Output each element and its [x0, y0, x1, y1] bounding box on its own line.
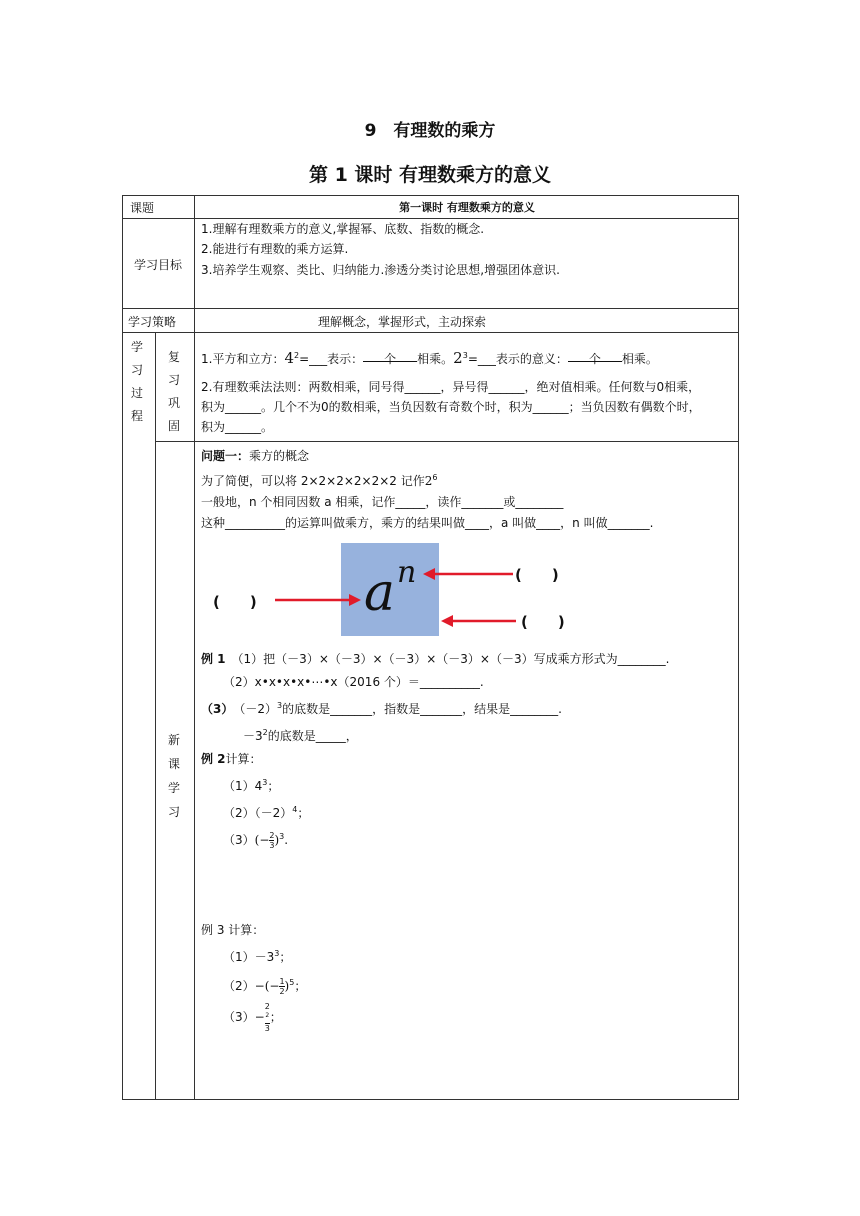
- lesson-text: 为了简便，可以将 2×2×2×2×2×2 记作: [201, 474, 425, 488]
- review-text: =___表示的意义：: [467, 352, 568, 366]
- newlesson-label: [164, 728, 184, 824]
- example-text: （1）4: [223, 779, 263, 793]
- fraction-denominator: 3: [264, 1023, 270, 1033]
- power-exponent: 4: [292, 805, 298, 814]
- review-line-3: 积为______。几个不为0的数相乘，当负因数有奇数个时，积为______；当负因数有偶数个时，: [201, 400, 701, 414]
- power-base: 2: [424, 474, 433, 488]
- math-text: −: [254, 1009, 265, 1024]
- strategy-label: 学习策略: [128, 315, 177, 329]
- blank-text: 个: [588, 352, 601, 366]
- power-exponent: 3: [279, 832, 285, 841]
- question-1-title: [201, 446, 733, 467]
- review-line-4: 积为______。: [201, 420, 274, 434]
- fraction-numerator: 2: [269, 831, 275, 840]
- example-3-item-2: [201, 971, 733, 998]
- example-text: －3: [243, 729, 263, 743]
- topic-label: 课题: [130, 201, 155, 215]
- power-exponent: 3: [277, 701, 283, 710]
- example-text: ；: [294, 979, 307, 993]
- chapter-title: 9 有理数的乘方: [364, 121, 496, 141]
- example-1-line-2: （2）x•x•x•x•⋯•x（2016 个）＝__________.: [223, 675, 484, 689]
- example-text: ；: [279, 950, 292, 964]
- process-label: [127, 336, 147, 428]
- power-diagram: [201, 543, 591, 639]
- goal-item: 1.理解有理数乘方的意义,掌握幂、底数、指数的概念.: [201, 222, 485, 236]
- review-label: [164, 346, 184, 438]
- diagram-exponent: n: [397, 555, 417, 590]
- power-exponent: 5: [289, 978, 295, 987]
- example-text: （2）: [223, 979, 255, 993]
- blank-paren-base: ( ): [213, 593, 257, 611]
- blank-count: [568, 349, 622, 366]
- math-text: ): [284, 979, 290, 993]
- example-text: （3）: [223, 833, 255, 847]
- goal-item: 3.培养学生观察、类比、归纳能力.渗透分类讨论思想,增强团体意识.: [201, 262, 560, 277]
- review-text: =___表示：: [299, 352, 364, 366]
- review-line-1: [201, 346, 733, 369]
- question-label: 问题一：: [201, 449, 250, 463]
- example-3-item-3: [201, 1002, 733, 1033]
- fraction-numerator-base: 2: [264, 1002, 270, 1011]
- blank-count: [363, 349, 417, 366]
- review-label-text: 复习巩固: [167, 350, 180, 433]
- blank-text: 个: [384, 352, 397, 366]
- review-text: 相乘。: [621, 352, 658, 366]
- process-label-text: 学习过程: [130, 340, 143, 423]
- example-label: 例 2: [201, 752, 226, 766]
- example-1-line-3: [201, 694, 733, 721]
- example-label: （3）: [201, 702, 228, 716]
- lesson-para-2: 一般地，n 个相同因数 a 相乘，记作_____，读作_______或________: [201, 495, 564, 509]
- example-text: （3）: [223, 1009, 255, 1024]
- example-1-line-4: [201, 721, 733, 748]
- lesson-para-3: 这种__________的运算叫做乘方，乘方的结果叫做____，a 叫做____，n 叫做_______.: [201, 516, 654, 530]
- question-text: 乘方的概念: [249, 449, 310, 463]
- example-text: ；: [297, 806, 310, 820]
- power-exponent: 3: [262, 778, 268, 787]
- review-line-2: 2.有理数乘法法则：两数相乘，同号得______，异号得______，绝对值相乘。任何数与0相乘，: [201, 380, 701, 394]
- review-text: 1.平方和立方：: [201, 352, 285, 366]
- example-text: （1）把（－3）×（－3）×（－3）×（－3）×（－3）写成乘方形式为________.: [237, 652, 670, 666]
- example-text: .: [284, 833, 289, 847]
- example-3: [201, 918, 733, 1033]
- example-text: （2）（－2）: [223, 806, 293, 820]
- power-exponent: 3: [274, 949, 280, 958]
- example-3-item-1: [201, 942, 733, 969]
- example-text: ；: [267, 779, 280, 793]
- math-text: ): [274, 833, 280, 847]
- example-text: （1）－3: [223, 950, 275, 964]
- lesson-title: 第 1 课时 有理数乘方的意义: [308, 164, 552, 186]
- power-exponent: 2: [265, 1012, 270, 1019]
- power-exponent: 6: [432, 473, 438, 482]
- example-2-item-1: [201, 771, 733, 798]
- review-content: [201, 346, 733, 437]
- strategy-value: 理解概念，掌握形式，主动探索: [318, 315, 487, 329]
- lesson-para-1: [201, 467, 733, 492]
- math-text: (−: [254, 833, 270, 847]
- example-text: 的底数是_____，: [267, 729, 358, 743]
- example-3-title: 例 3 计算：: [201, 923, 265, 937]
- example-text: 计算：: [225, 752, 262, 766]
- diagram-base: a: [364, 563, 396, 623]
- goals-list: [201, 219, 731, 280]
- arrowhead-power: [441, 615, 453, 627]
- newlesson-label-text: 新课学习: [167, 733, 180, 819]
- power-base: 4: [284, 349, 294, 367]
- power-base: 2: [453, 349, 463, 367]
- examples: [201, 648, 733, 852]
- example-2-item-2: [201, 798, 733, 825]
- power-exponent: 2: [262, 728, 268, 737]
- example-2-title: [201, 748, 733, 771]
- example-text: ；: [269, 1009, 282, 1024]
- blank-paren-exponent: ( ): [515, 566, 559, 584]
- power-exponent: 3: [462, 351, 468, 360]
- math-text: −(−: [254, 979, 280, 993]
- topic-value: 第一课时 有理数乘方的意义: [399, 201, 535, 214]
- lesson-intro: [201, 446, 733, 534]
- blank-paren-power: ( ): [521, 613, 565, 631]
- goals-label: 学习目标: [133, 258, 182, 272]
- fraction-denominator: 3: [269, 841, 275, 850]
- power-exponent: 2: [294, 351, 300, 360]
- fraction-numerator: 1: [279, 977, 285, 986]
- example-text: （－2）: [239, 702, 278, 716]
- example-label: 例 1: [201, 652, 226, 666]
- example-text: 的底数是_______，指数是_______，结果是________.: [282, 702, 562, 716]
- example-2-item-3: [201, 825, 733, 852]
- review-text: 相乘。: [417, 352, 454, 366]
- example-1-line-1: [201, 648, 733, 671]
- goal-item: 2.能进行有理数的乘方运算.: [201, 242, 349, 257]
- fraction-denominator: 2: [279, 987, 285, 996]
